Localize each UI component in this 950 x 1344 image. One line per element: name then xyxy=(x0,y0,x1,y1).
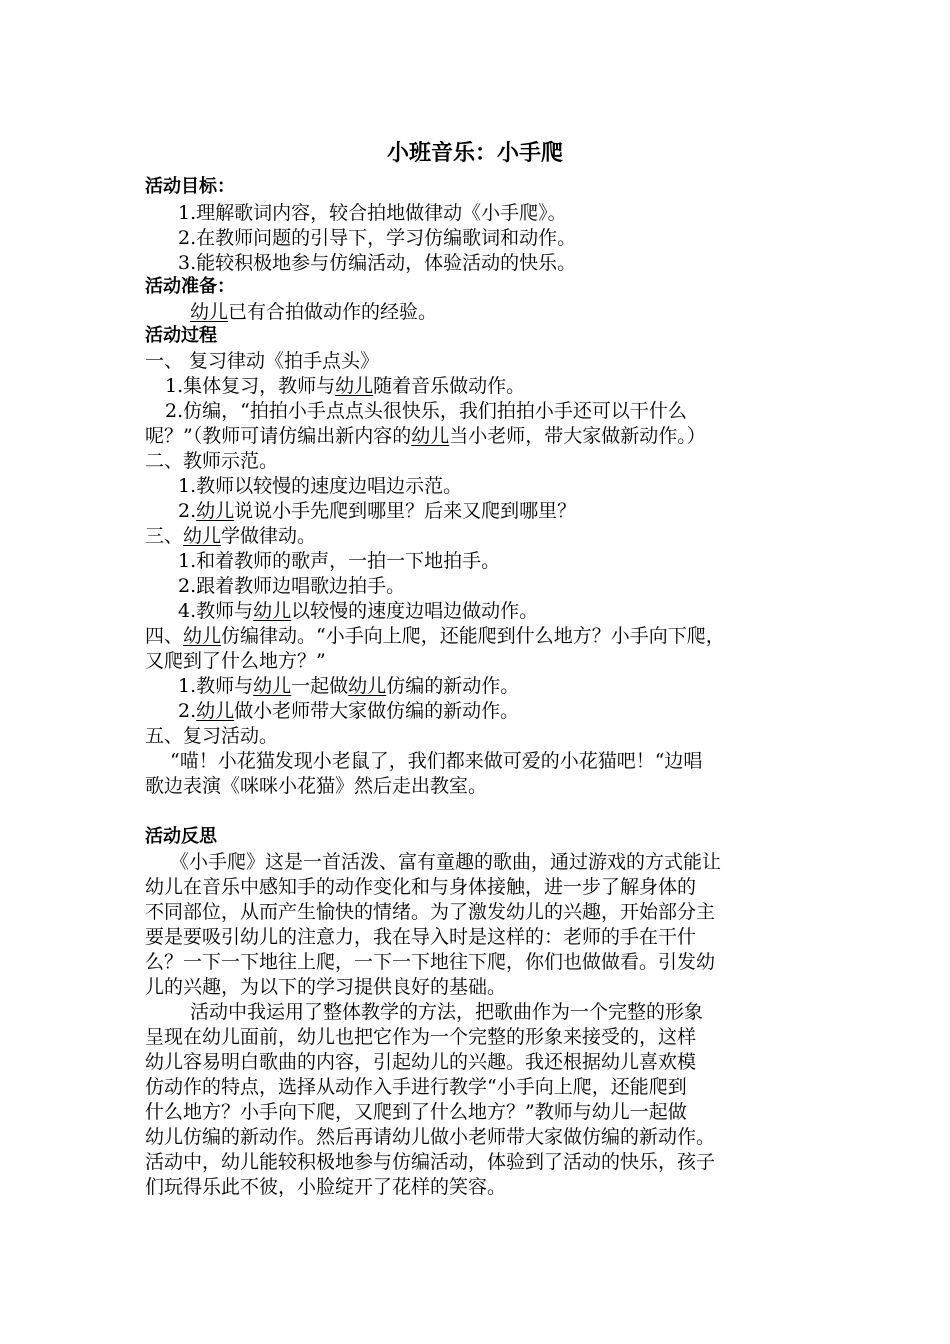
reflection-line: 儿的兴趣，为以下的学习提供良好的基础。 xyxy=(145,976,507,998)
reflection-line: 活动中，幼儿能较积极地参与仿编活动，体验到了活动的快乐，孩子 xyxy=(145,1151,716,1173)
child-term: 幼儿 xyxy=(253,600,292,622)
goal-item: 2.在教师问题的引导下，学习仿编歌词和动作。 xyxy=(178,227,577,249)
section-3-heading: 三、幼儿学做律动。 xyxy=(145,525,317,547)
section-5-heading: 五、复习活动。 xyxy=(145,725,279,747)
reflection-line: 幼儿在音乐中感知手的动作变化和与身体接触，进一步了解身体的 xyxy=(145,876,697,898)
reflection-line: 仿动作的特点，选择从动作入手进行教学“小手向上爬，还能爬到 xyxy=(145,1076,687,1098)
section-3-item-4: 4.教师与幼儿以较慢的速度边唱边做动作。 xyxy=(178,600,539,622)
process-heading: 活动过程 xyxy=(145,325,217,346)
section-1-item-1: 1.集体复习，教师与幼儿随着音乐做动作。 xyxy=(165,375,526,397)
section-1-item-2: 2.仿编，“拍拍小手点点头很快乐，我们拍拍小手还可以干什么 xyxy=(165,400,687,422)
reflection-line: 们玩得乐此不彼，小脸绽开了花样的笑容。 xyxy=(145,1176,507,1198)
child-term: 幼儿 xyxy=(335,375,374,397)
child-term: 幼儿 xyxy=(196,500,235,522)
reflection-line: 幼儿仿编的新动作。然后再请幼儿做小老师带大家做仿编的新动作。 xyxy=(145,1126,716,1148)
section-5-text: “喵！小花猫发现小老鼠了，我们都来做可爱的小花猫吧！“边唱 xyxy=(170,750,703,772)
reflection-line: 活动中我运用了整体教学的方法，把歌曲作为一个完整的形象 xyxy=(190,1001,704,1023)
section-2-item-2: 2.幼儿说说小手先爬到哪里？后来又爬到哪里？ xyxy=(178,500,577,522)
reflection-line: 要是要吸引幼儿的注意力，我在导入时是这样的：老师的手在干什 xyxy=(145,926,697,948)
goals-heading: 活动目标： xyxy=(145,176,235,197)
child-term: 幼儿 xyxy=(190,301,229,323)
child-term: 幼儿 xyxy=(196,700,235,722)
section-2-heading: 二、教师示范。 xyxy=(145,450,279,472)
prep-text: 幼儿已有合拍做动作的经验。 xyxy=(190,301,438,323)
reflection-heading: 活动反思 xyxy=(145,826,217,847)
reflection-line: 不同部位，从而产生愉快的情绪。为了激发幼儿的兴趣，开始部分主 xyxy=(145,901,716,923)
reflection-line: 《小手爬》这是一首活泼、富有童趣的歌曲，通过游戏的方式能让 xyxy=(170,851,722,873)
child-term: 幼儿 xyxy=(183,525,222,547)
section-1-heading: 一、 复习律动《拍手点头》 xyxy=(145,350,380,372)
section-4-heading: 四、幼儿仿编律动。“小手向上爬，还能爬到什么地方？小手向下爬， xyxy=(145,625,725,647)
child-term: 幼儿 xyxy=(411,425,450,447)
section-4-heading-cont: 又爬到了什么地方？” xyxy=(145,650,326,672)
goal-item: 3.能较积极地参与仿编活动，体验活动的快乐。 xyxy=(178,252,577,274)
section-2-item-1: 1.教师以较慢的速度边唱边示范。 xyxy=(178,475,463,497)
section-3-item-1: 1.和着教师的歌声，一拍一下地拍手。 xyxy=(178,550,501,572)
reflection-line: 幼儿容易明白歌曲的内容，引起幼儿的兴趣。我还根据幼儿喜欢模 xyxy=(145,1051,697,1073)
reflection-line: 什么地方？小手向下爬，又爬到了什么地方？”教师与幼儿一起做 xyxy=(145,1101,687,1123)
reflection-line: 么？一下一下地往上爬，一下一下地往下爬，你们也做做看。引发幼 xyxy=(145,951,716,973)
child-term: 幼儿 xyxy=(348,675,387,697)
section-5-text-cont: 歌边表演《咪咪小花猫》然后走出教室。 xyxy=(145,775,488,797)
section-1-item-2-cont: 呢？”（教师可请仿编出新内容的幼儿当小老师，带大家做新动作。） xyxy=(145,425,706,447)
child-term: 幼儿 xyxy=(253,675,292,697)
goal-item: 1.理解歌词内容，较合拍地做律动《小手爬》。 xyxy=(178,202,567,224)
section-4-item-2: 2.幼儿做小老师带大家做仿编的新动作。 xyxy=(178,700,520,722)
section-3-item-2: 2.跟着教师边唱歌边拍手。 xyxy=(178,575,406,597)
reflection-line: 呈现在幼儿面前，幼儿也把它作为一个完整的形象来接受的，这样 xyxy=(145,1026,697,1048)
section-4-item-1: 1.教师与幼儿一起做幼儿仿编的新动作。 xyxy=(178,675,520,697)
page-title: 小班音乐：小手爬 xyxy=(386,141,563,166)
child-term: 幼儿 xyxy=(183,625,222,647)
prep-heading: 活动准备： xyxy=(145,276,235,297)
